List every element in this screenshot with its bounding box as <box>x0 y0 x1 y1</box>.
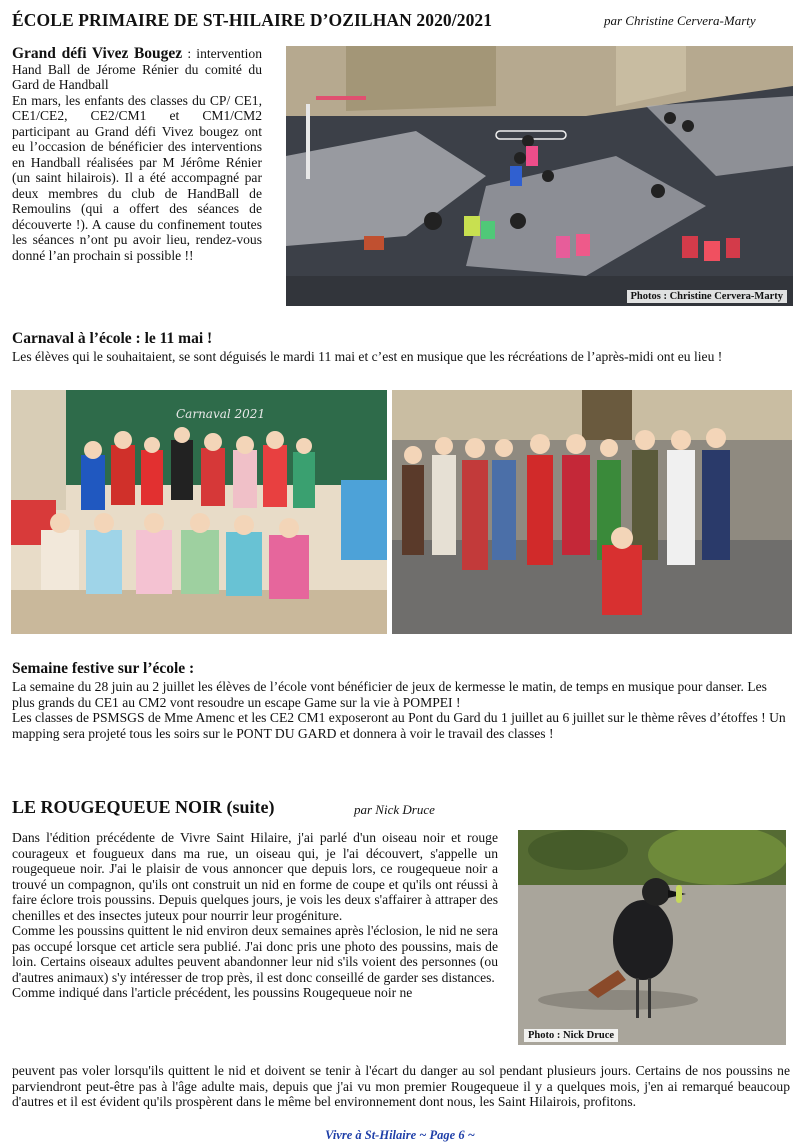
rougequeue-para2: Comme les poussins quittent le nid environ deux semaines après l'éclosion, le nid ne sera pas occupé lorsque cet article sera publié. J'ai donc pris une photo des poussins, mais de loin. Certains oiseaux adultes peuvent abandonner leur nid s'ils voient des personnes (ou d'autres animaux) s'y intéresser de trop près, il est donc conseillé de garder ses distances. <box>12 923 498 985</box>
rougequeue-title: LE ROUGEQUEUE NOIR (suite) <box>12 797 275 817</box>
rougequeue-para1: Dans l'édition précédente de Vivre Saint Hilaire, j'ai parlé d'un oiseau noir et rouge courageux et fougueux dans ma rue, un oiseau qui, je l'ai découvert, s'appelle un rougequeue noir. J'ai le plaisir de vous annoncer que depuis lors, ce rougequeue noir a trouvé un compagnon, qu'ils ont construit un nid en forme de coupe et qu'ils ont réussi à faire éclore trois poussins. Depuis quelques jours, je vois les deux s'affairer à attraper des chenilles et des insectes juteux pour nourrir leur progéniture. <box>12 830 498 923</box>
carnaval-photo-classroom <box>11 390 387 634</box>
bird-photo <box>518 830 786 1045</box>
carnaval-photo-courtyard <box>392 390 792 634</box>
page-title: ÉCOLE PRIMAIRE DE ST-HILAIRE D’OZILHAN 2020/2021 <box>12 10 493 30</box>
rougequeue-byline: par Nick Druce <box>354 802 435 817</box>
handball-article <box>12 46 262 263</box>
semaine-title: Semaine festive sur l’école : <box>12 660 195 677</box>
handball-photo <box>286 46 793 306</box>
handball-intro: : intervention Hand Ball de Jérome Rénier du comité du Gard de Handball <box>12 46 262 92</box>
header-byline: par Christine Cervera-Marty <box>604 13 756 28</box>
bird-photo-caption: Photo : Nick Druce <box>524 1029 618 1042</box>
page-footer: Vivre à St-Hilaire ~ Page 6 ~ <box>325 1128 475 1142</box>
handball-photo-caption: Photos : Christine Cervera-Marty <box>627 290 788 303</box>
semaine-para2: Les classes de PSMSGS de Mme Amenc et les CE2 CM1 exposeront au Pont du Gard du 1 juillet au 6 juillet sur le thème rêves d’étoffes ! Un mapping sera projeté tous les soirs sur le PONT DU GARD et donnera à voir le travail des classes ! <box>12 710 786 741</box>
handball-title: Grand défi Vivez Bougez <box>12 45 183 62</box>
handball-body: En mars, les enfants des classes du CP/ CE1, CE1/CE2, CE2/CM1 et CM1/CM2 participant au Grand défi Vivez bougez ont eu l’occasion de bénéficier des interventions en Handball réalisées par M Jérôme Rénier (un saint hilairois). Il a été accompagné par deux membres du club de HandBall de Remoulins (qui a offert des séances de découverte !). A cause du confinement toutes les séances n’ont pu avoir lieu, rendez-vous donné l’an prochain si possible !! <box>12 92 262 263</box>
carnaval-body: Les élèves qui le souhaitaient, se sont déguisés le mardi 11 mai et c’est en musique que les récréations de l’après-midi ont eu lieu ! <box>12 349 723 364</box>
semaine-article <box>12 679 792 741</box>
rougequeue-para3-end: peuvent pas voler lorsqu'ils quittent le nid et doivent se tenir à l'écart du danger au sol pendant plusieurs jours. Certains de nos poussins ne parviendront peut-être pas à l'âge adulte mais, depuis que j'ai vu mon premier Rougequeue il y a quelques mois, j'en ai remarqué beaucoup d'autres et il est évident qu'ils prospèrent dans le même bel environnement dont nous, les Saint Hilairois, profitons. <box>12 1063 790 1109</box>
rougequeue-para3-start: Comme indiqué dans l'article précédent, les poussins Rougequeue noir ne <box>12 985 413 1000</box>
semaine-para1: La semaine du 28 juin au 2 juillet les élèves de l’école vont bénéficier de jeux de kermesse le matin, de temps en musique pour danser. Les plus grands du CE1 au CM2 vont resoudre un escape Game sur la vie à POMPEI ! <box>12 679 767 710</box>
rougequeue-article-column <box>12 830 498 1001</box>
carnaval-board-text: Carnaval 2021 <box>176 407 266 421</box>
carnaval-title: Carnaval à l’école : le 11 mai ! <box>12 330 213 347</box>
